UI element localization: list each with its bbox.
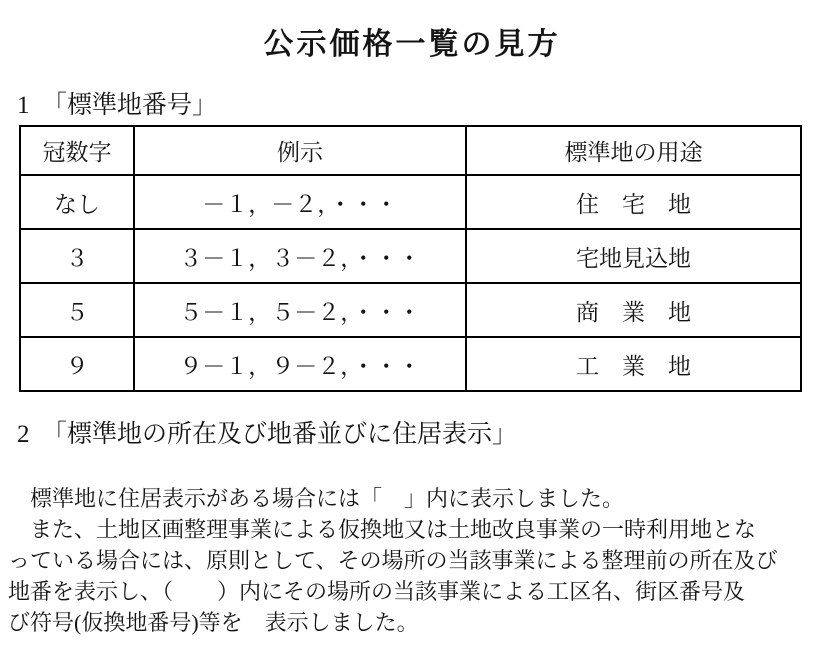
- cell-usage: 工 業 地: [466, 337, 801, 391]
- cell-prefix: ３: [20, 229, 134, 283]
- cell-example: ９－１，９－２，・・・: [134, 337, 466, 391]
- table-row: [20, 175, 801, 229]
- cell-usage: 宅地見込地: [466, 229, 801, 283]
- table-row: [20, 229, 801, 283]
- table-row: [20, 337, 801, 391]
- cell-prefix: なし: [20, 175, 134, 229]
- standard-lot-number-table: [19, 125, 802, 392]
- section2-heading: 2 「標準地の所在及び地番並びに住居表示」: [17, 421, 518, 448]
- cell-example: －１，－２，・・・: [134, 175, 466, 229]
- paragraph-line: 地番を表示し、（ ）内にその場所の当該事業による工区名、街区番号及: [8, 579, 746, 604]
- paragraph-line: っている場合には、原則として、その場所の当該事業による整理前の所在及び: [8, 548, 778, 573]
- page-title: 公示価格一覧の見方: [263, 28, 561, 61]
- header-prefix-digit: 冠数字: [20, 126, 134, 175]
- cell-usage: 住 宅 地: [466, 175, 801, 229]
- paragraph-line: 標準地に住居表示がある場合には「 」内に表示しました。: [8, 486, 625, 511]
- section1-heading: 1 「標準地番号」: [17, 92, 218, 119]
- cell-example: ５－１，５－２，・・・: [134, 283, 466, 337]
- cell-example: ３－１，３－２，・・・: [134, 229, 466, 283]
- cell-prefix: ５: [20, 283, 134, 337]
- header-example: 例示: [134, 126, 466, 175]
- table-row: [20, 283, 801, 337]
- cell-usage: 商 業 地: [466, 283, 801, 337]
- paragraph-line: び符号(仮換地番号)等を 表示しました。: [8, 610, 419, 635]
- paragraph-line: また、土地区画整理事業による仮換地又は土地改良事業の一時利用地とな: [8, 517, 757, 542]
- description-paragraph: [8, 483, 820, 638]
- table-header-row: [20, 126, 801, 175]
- cell-prefix: ９: [20, 337, 134, 391]
- header-land-use: 標準地の用途: [466, 126, 801, 175]
